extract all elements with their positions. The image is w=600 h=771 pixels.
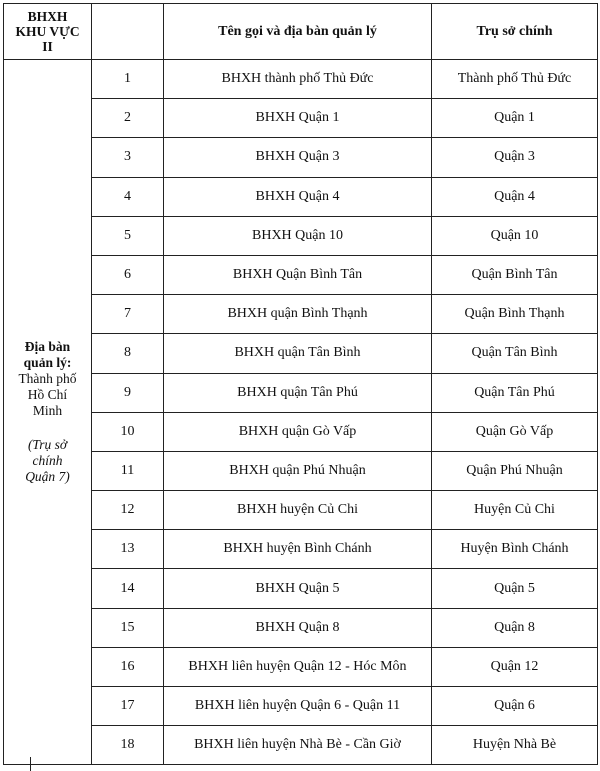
header-name: Tên gọi và địa bàn quản lý	[164, 4, 432, 60]
table-row	[4, 608, 598, 647]
row-name: BHXH liên huyện Quận 12 - Hóc Môn	[164, 647, 432, 686]
row-office: Quận Bình Thạnh	[432, 295, 598, 334]
row-number: 3	[92, 138, 164, 177]
row-number: 10	[92, 412, 164, 451]
row-office: Quận 10	[432, 216, 598, 255]
header-region-line1: BHXH	[27, 9, 68, 24]
row-name: BHXH quận Tân Phú	[164, 373, 432, 412]
row-office: Quận Tân Bình	[432, 334, 598, 373]
row-number: 12	[92, 491, 164, 530]
row-name: BHXH Quận 5	[164, 569, 432, 608]
row-number: 16	[92, 647, 164, 686]
table-row	[4, 99, 598, 138]
region-italic-line2: chính	[32, 453, 63, 469]
table-row	[4, 295, 598, 334]
region-plain-line1: Thành phố	[18, 371, 77, 387]
row-name: BHXH quận Gò Vấp	[164, 412, 432, 451]
table-row	[4, 255, 598, 294]
row-number: 6	[92, 255, 164, 294]
row-name: BHXH Quận 4	[164, 177, 432, 216]
region-bold-line1: Địa bàn	[24, 339, 71, 355]
row-office: Quận 6	[432, 687, 598, 726]
row-office: Quận 12	[432, 647, 598, 686]
header-office: Trụ sở chính	[432, 4, 598, 60]
table-row	[4, 373, 598, 412]
row-office: Quận 3	[432, 138, 598, 177]
table-row	[4, 491, 598, 530]
row-number: 1	[92, 60, 164, 99]
table-row	[4, 687, 598, 726]
region-table	[3, 3, 598, 765]
row-number: 14	[92, 569, 164, 608]
row-office: Quận 5	[432, 569, 598, 608]
row-name: BHXH Quận 3	[164, 138, 432, 177]
row-office: Huyện Nhà Bè	[432, 726, 598, 765]
row-number: 9	[92, 373, 164, 412]
table-row	[4, 569, 598, 608]
region-cell	[4, 60, 92, 765]
region-bold-line2: quản lý:	[23, 355, 72, 371]
row-number: 2	[92, 99, 164, 138]
row-name: BHXH quận Bình Thạnh	[164, 295, 432, 334]
row-name: BHXH Quận 8	[164, 608, 432, 647]
row-office: Quận 1	[432, 99, 598, 138]
table-row	[4, 451, 598, 490]
row-number: 8	[92, 334, 164, 373]
continuation-border-line	[30, 757, 31, 771]
row-name: BHXH huyện Bình Chánh	[164, 530, 432, 569]
table-row	[4, 334, 598, 373]
region-italic-line1: (Trụ sở	[27, 437, 68, 453]
row-number: 5	[92, 216, 164, 255]
header-region-line2: KHU VỰC	[15, 24, 80, 39]
row-name: BHXH Quận 10	[164, 216, 432, 255]
header-region-line3: II	[42, 39, 53, 54]
row-office: Quận 4	[432, 177, 598, 216]
table-row	[4, 726, 598, 765]
row-office: Huyện Củ Chi	[432, 491, 598, 530]
row-office: Quận Phú Nhuận	[432, 451, 598, 490]
header-number	[92, 4, 164, 60]
row-office: Quận 8	[432, 608, 598, 647]
row-office: Thành phố Thủ Đức	[432, 60, 598, 99]
table-row	[4, 647, 598, 686]
row-office: Quận Bình Tân	[432, 255, 598, 294]
region-plain-line3: Minh	[32, 403, 63, 419]
row-number: 13	[92, 530, 164, 569]
table-row	[4, 177, 598, 216]
region-plain-line2: Hồ Chí	[27, 387, 68, 403]
row-office: Quận Tân Phú	[432, 373, 598, 412]
row-name: BHXH thành phố Thủ Đức	[164, 60, 432, 99]
row-office: Quận Gò Vấp	[432, 412, 598, 451]
table-row	[4, 60, 598, 99]
row-number: 15	[92, 608, 164, 647]
row-name: BHXH Quận 1	[164, 99, 432, 138]
row-name: BHXH quận Tân Bình	[164, 334, 432, 373]
row-name: BHXH huyện Củ Chi	[164, 491, 432, 530]
row-number: 11	[92, 451, 164, 490]
table-row	[4, 216, 598, 255]
row-number: 7	[92, 295, 164, 334]
table-row	[4, 412, 598, 451]
row-number: 4	[92, 177, 164, 216]
row-name: BHXH Quận Bình Tân	[164, 255, 432, 294]
table-row	[4, 530, 598, 569]
region-italic-line3: Quận 7)	[25, 469, 70, 485]
row-office: Huyện Bình Chánh	[432, 530, 598, 569]
row-name: BHXH liên huyện Nhà Bè - Cần Giờ	[164, 726, 432, 765]
table-row	[4, 138, 598, 177]
row-number: 17	[92, 687, 164, 726]
row-number: 18	[92, 726, 164, 765]
header-region	[4, 4, 92, 60]
row-name: BHXH liên huyện Quận 6 - Quận 11	[164, 687, 432, 726]
table-header-row	[4, 4, 598, 60]
row-name: BHXH quận Phú Nhuận	[164, 451, 432, 490]
